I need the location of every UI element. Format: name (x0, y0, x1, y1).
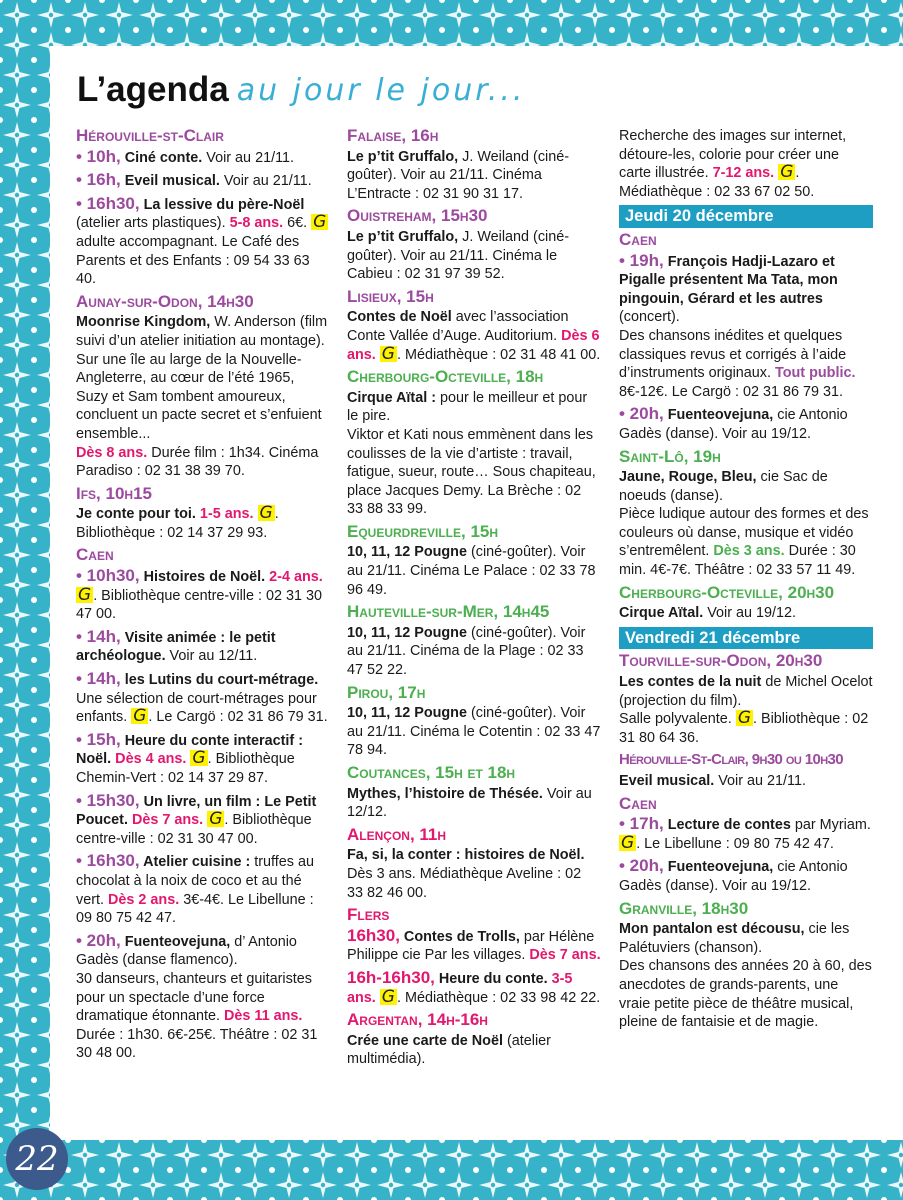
free-badge-icon: G (133, 706, 147, 727)
event-item: Les contes de la nuit de Michel Ocelot (projection du film). Salle polyvalente. G . Bibliothèque : 02 31 80 64 36. (619, 674, 873, 746)
city-heading: Ifs, 10h15 (76, 483, 152, 503)
city-heading: Tourville-sur-Odon, 20h30 (619, 651, 823, 671)
free-badge-icon: G (381, 986, 395, 1007)
city-heading: Aunay-sur-Odon, 14h30 (76, 291, 254, 311)
event-item: • 19h, François Hadji-Lazaro et Pigalle présentent Ma Tata, mon pingouin, Gérard et les autres (concert). Des chansons inédites et quelques classiques revus et corrigés à l’aide d’instruments originaux. Tout public. 8€-12€. Le Cargö : 02 31 86 79 31. (619, 250, 856, 400)
city-heading: Caen (76, 545, 114, 565)
city-heading: Caen (619, 229, 657, 249)
event-item: 10, 11, 12 Pougne (ciné-goûter). Voir au 21/11. Cinéma de la Plage : 02 33 47 52 22. (347, 624, 586, 679)
city-heading: Pirou, 17h (347, 682, 426, 702)
event-item: • 14h, Visite animée : le petit archéologue. Voir au 12/11. (76, 626, 276, 665)
event-item: • 16h30, Atelier cuisine : truffes au chocolat à la noix de coco et au thé vert. Dès 2 ans. 3€-4€. Le Libellune : 09 80 75 42 47. (76, 851, 314, 927)
event-item: • 20h, Fuenteovejuna, cie Antonio Gadès (danse). Voir au 19/12. (619, 404, 848, 442)
event-item: • 15h30, Un livre, un film : Le Petit Poucet. Dès 7 ans. G . Bibliothèque centre-ville : 02 31 30 47 00. (76, 790, 317, 847)
free-badge-icon: G (259, 503, 273, 524)
title-main: L’agenda (77, 70, 229, 109)
event-item: Le p’tit Gruffalo, J. Weiland (ciné-goûter). Voir au 21/11. Cinéma L’Entracte : 02 31 90 31 17. (347, 148, 570, 202)
city-heading: Hérouville-st-Clair (76, 126, 224, 145)
city-heading: Cherbourg-Octeville, 18h (347, 367, 544, 387)
city-heading: Equeurdreville, 15h (347, 521, 499, 541)
city-heading: Flers (347, 905, 390, 925)
date-band: Vendredi 21 décembre (619, 627, 873, 650)
city-heading: Coutances, 15h et 18h (347, 763, 516, 782)
city-heading: Granville, 18h30 (619, 898, 749, 918)
city-heading: Falaise, 16h (347, 126, 439, 145)
event-item: Fa, si, la conter : histoires de Noël. Dès 3 ans. Médiathèque Aveline : 02 33 82 46 00. (347, 847, 585, 901)
city-heading: Ouistreham, 15h30 (347, 206, 488, 226)
event-item: Cirque Aïtal : pour le meilleur et pour le pire. Viktor et Kati nous emmènent dans les coulisses de la vie d’artiste : travail, fatigue, sueur, route… Sous chapiteau, place Jacques Demy. La Brèche : 02 33 88 33 99. (347, 389, 596, 518)
event-item: Jaune, Rouge, Bleu, cie Sac de noeuds (danse). Pièce ludique autour des formes et des couleurs où danse, musique et vidéo s’entremêlent. Dès 3 ans. Durée : 30 min. 4€-7€. Théâtre : 02 33 57 11 49. (619, 469, 869, 579)
city-heading: Hauteville-sur-Mer, 14h45 (347, 602, 550, 622)
event-item: • 10h30, Histoires de Noël. 2-4 ans. G . Bibliothèque centre-ville : 02 31 30 47 00. (76, 566, 323, 623)
free-badge-icon: G (78, 584, 92, 605)
title-script: au jour le jour... (236, 72, 526, 108)
event-item: Mythes, l’histoire de Thésée. Voir au 12/12. (347, 785, 592, 821)
page-number-badge: 22 (6, 1128, 68, 1190)
event-item: Recherche des images sur internet, détoure-les, colorie pour créer une carte illustrée. 7-12 ans. G . Médiathèque : 02 33 67 02 50. (619, 128, 847, 200)
event-item: Le p’tit Gruffalo, J. Weiland (ciné-goûter). Voir au 21/11. Cinéma le Cabieu : 02 31 97 39 52. (347, 228, 570, 283)
event-item: Moonrise Kingdom, W. Anderson (film suivi d’un atelier initiation au montage). Sur une île au large de la Nouvelle-Angleterre, au cœur de l’été 1965, Suzy et Sam tombent amoureux, concluent un pacte secret et s’enfuient ensemble... Dès 8 ans. Durée film : 1h34. Cinéma Paradiso : 02 31 38 39 70. (76, 314, 328, 480)
event-item: 10, 11, 12 Pougne (ciné-goûter). Voir au 21/11. Cinéma Le Palace : 02 33 78 96 49. (347, 544, 596, 598)
event-item: Eveil musical. Voir au 21/11. (619, 773, 806, 789)
event-item: • 14h, les Lutins du court-métrage. Une sélection de court-métrages pour enfants. G . Le Cargö : 02 31 86 79 31. (76, 669, 328, 727)
column-1 (76, 127, 330, 1067)
event-item: Cirque Aïtal. Voir au 19/12. (619, 605, 797, 622)
city-heading: Lisieux, 15h (347, 286, 434, 306)
free-badge-icon: G (313, 212, 327, 233)
free-badge-icon: G (780, 162, 794, 183)
event-item: • 17h, Lecture de contes par Myriam. G . Le Libellune : 09 80 75 42 47. (619, 814, 871, 853)
event-item: Je conte pour toi. 1-5 ans. G . Bibliothèque : 02 14 37 29 93. (76, 503, 279, 541)
city-heading: Argentan, 14h-16h (347, 1010, 488, 1030)
event-item: • 20h, Fuenteovejuna, cie Antonio Gadès (danse). Voir au 19/12. (619, 856, 848, 894)
event-item: 16h30, Contes de Trolls, par Hélène Philippe cie Par les villages. Dès 7 ans. (347, 925, 601, 964)
page-title (77, 70, 525, 120)
event-item: • 16h30, La lessive du père-Noël (atelier arts plastiques). 5-8 ans. 6€. G adulte accompagnant. Le Café des Parents et des Enfants : 09 54 33 63 40. (76, 193, 327, 288)
event-item: • 16h, Eveil musical. Voir au 21/11. (76, 170, 312, 190)
city-heading: Saint-Lô, 19h (619, 446, 721, 466)
event-item: Mon pantalon est décousu, cie les Palétuviers (chanson). Des chansons des années 20 à 60, des anecdotes de grands-parents, une vraie petite pièce de théâtre musical, pleine de fantaisie et de magie. (619, 921, 872, 1031)
column-3 (619, 127, 873, 1036)
event-item: • 20h, Fuenteovejuna, d’ Antonio Gadès (danse flamenco). 30 danseurs, chanteurs et guitaristes pour un spectacle d’une force dramatique étonnante. Dès 11 ans. Durée : 1h30. 6€-25€. Théâtre : 02 31 30 48 00. (76, 930, 318, 1062)
column-2 (347, 127, 601, 1073)
free-badge-icon: G (192, 748, 206, 769)
event-item: 16h-16h30, Heure du conte. 3-5 ans. G . Médiathèque : 02 33 98 42 22. (347, 967, 601, 1007)
event-item: • 15h, Heure du conte interactif : Noël. Dès 4 ans. G . Bibliothèque Chemin-Vert : 02 14 37 29 87. (76, 729, 304, 786)
free-badge-icon: G (209, 809, 223, 830)
date-band: Jeudi 20 décembre (619, 205, 873, 228)
free-badge-icon: G (737, 708, 751, 729)
event-item: 10, 11, 12 Pougne (ciné-goûter). Voir au 21/11. Cinéma le Cotentin : 02 33 47 78 94. (347, 705, 601, 759)
free-badge-icon: G (381, 343, 395, 364)
event-item: Contes de Noël avec l’association Conte Vallée d’Auge. Auditorium. Dès 6 ans. G . Médiathèque : 02 31 48 41 00. (347, 309, 601, 364)
event-item: • 10h, Ciné conte. Voir au 21/11. (76, 146, 295, 166)
city-heading: Hérouville-St-Clair, 9h30 ou 10h30 (619, 751, 844, 769)
city-heading: Caen (619, 793, 657, 813)
event-item: Crée une carte de Noël (atelier multimédia). (347, 1032, 551, 1068)
city-heading: Alençon, 11h (347, 824, 447, 844)
free-badge-icon: G (621, 832, 635, 853)
city-heading: Cherbourg-Octeville, 20h30 (619, 582, 835, 602)
